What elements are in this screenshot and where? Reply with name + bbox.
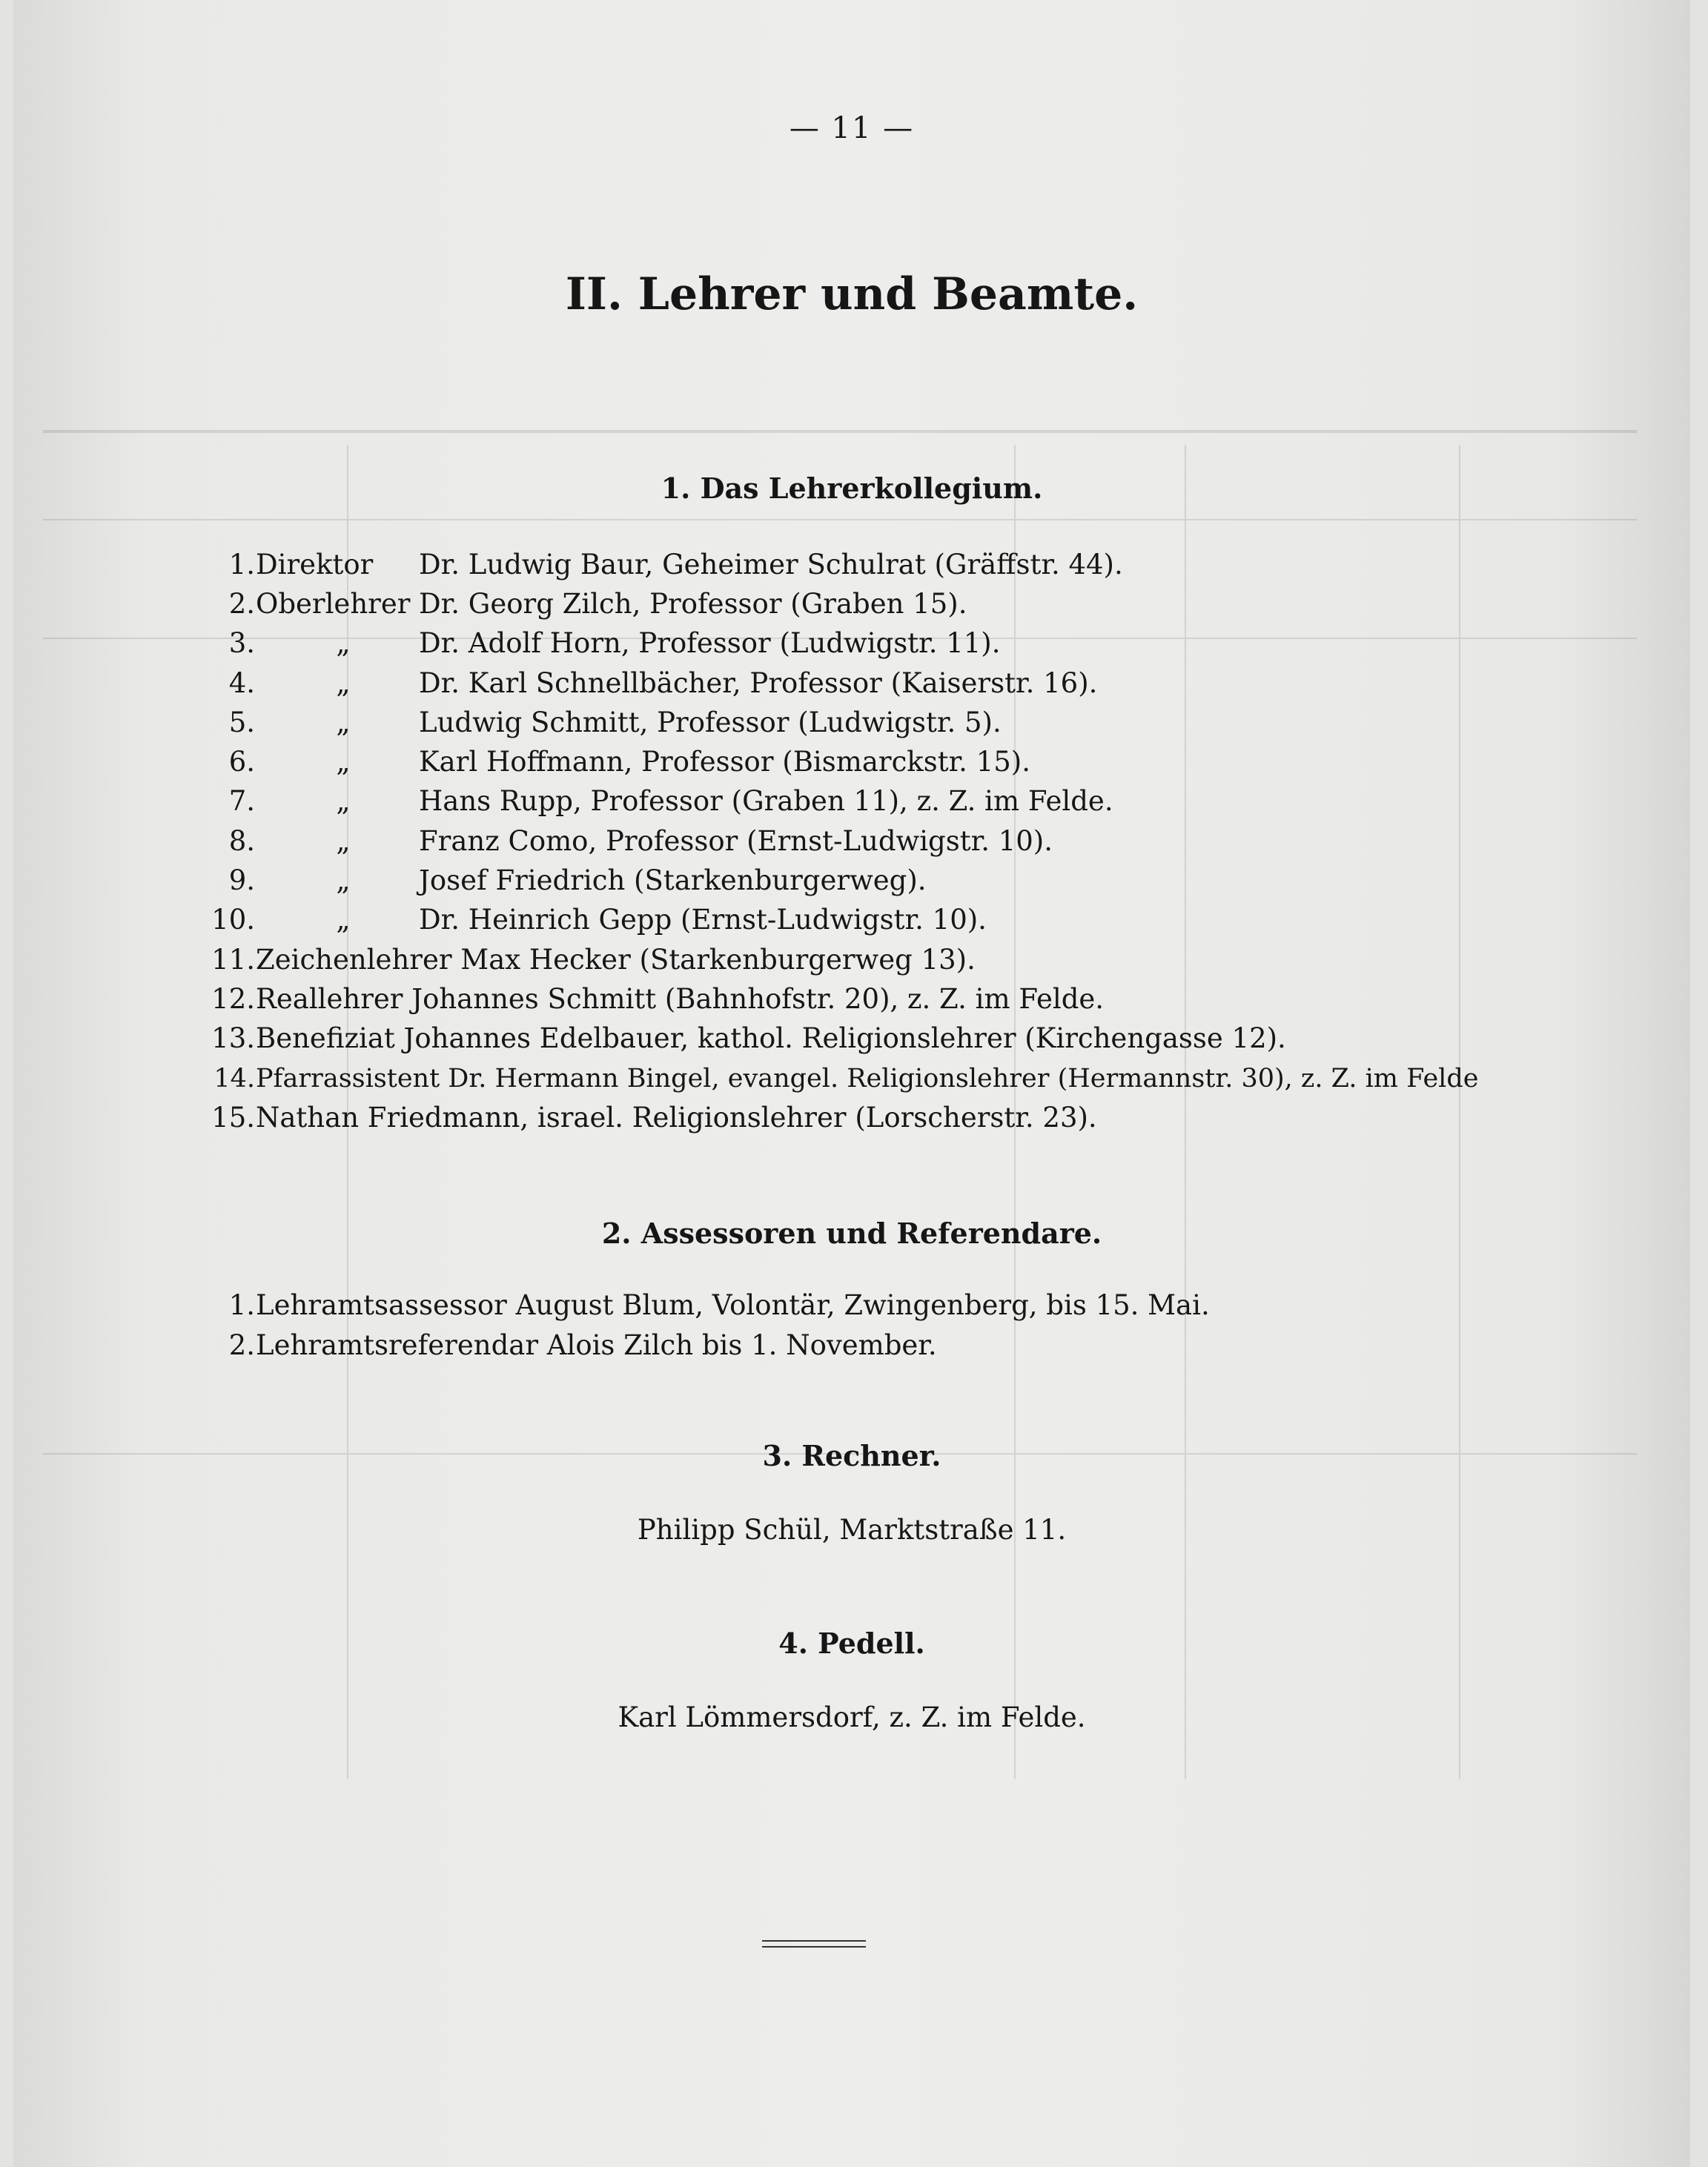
document-page: — 11 — II. Lehrer und Beamte. 1. Das Lehrerkollegium. 1. Direktor Dr. Ludwig Baur, Geheimer Schulrat (Gräffstr. 44). 2. Oberlehrer Dr. Georg Zilch, Professor (Graben 15). 3. „ Dr. Adolf Horn, Professor (Ludwigstr. 11). 4. „ Dr. Karl Schnellbächer, Professor (Kaiserstr. 16). 5. „ Ludwig Schmitt, Professor (Ludwigstr. 5). 6. „ Karl Hoffmann, Professor (Bismarckstr. 15). 7. „ Hans Rupp, Professor (Graben 11), z. Z. im Felde. 8. „ Franz Como, Professor (Ernst-Ludwigstr. 10). 9. „ Josef Friedrich (Starkenburgerweg). 10. „ Dr. Heinrich Gepp (Ernst-Ludwigstr. 10). 11. Zeichenlehrer Max Hecker (Starkenburgerweg 13). 12. Reallehrer Johannes Schmitt (Bahnhofstr. 20), z. Z. im Felde. 13. Benefiziat Johannes Edelbauer, kathol. Religionslehrer (Kirchengasse 12). 14. Pfarrassistent Dr. Hermann Bingel, evangel. Religionslehrer (Hermannstr. 30), z. Z. im Felde 15. Nathan Friedmann, israel. Religionslehrer (Lorscherstr. 23). 2. Assessoren und Referendare. 1. Lehramtsassessor August Blum, Volontär, Zwingenberg, bis 15. Mai. 2. Lehramtsreferendar Alois Zilch bis 1. November. 3. Rechner. Philipp Schül, Marktstraße 11. 4. Pedell. Karl Lömmersdorf, z. Z. im Felde. [13, 0, 1690, 2167]
section-title-pedell: 4. Pedell. [778, 1627, 925, 1660]
rechner-name: Philipp Schül, Marktstraße 11. [637, 1514, 1067, 1546]
page-number: — 11 — [789, 111, 915, 145]
pedell-name: Karl Lömmersdorf, z. Z. im Felde. [618, 1701, 1086, 1733]
page-title: II. Lehrer und Beamte. [565, 268, 1139, 320]
section-title-rechner: 3. Rechner. [762, 1439, 941, 1472]
closing-rule [762, 1940, 866, 1942]
section-title-assessoren: 2. Assessoren und Referendare. [601, 1217, 1102, 1250]
closing-rule [762, 1946, 866, 1948]
section-title-kollegium: 1. Das Lehrerkollegium. [661, 472, 1043, 505]
